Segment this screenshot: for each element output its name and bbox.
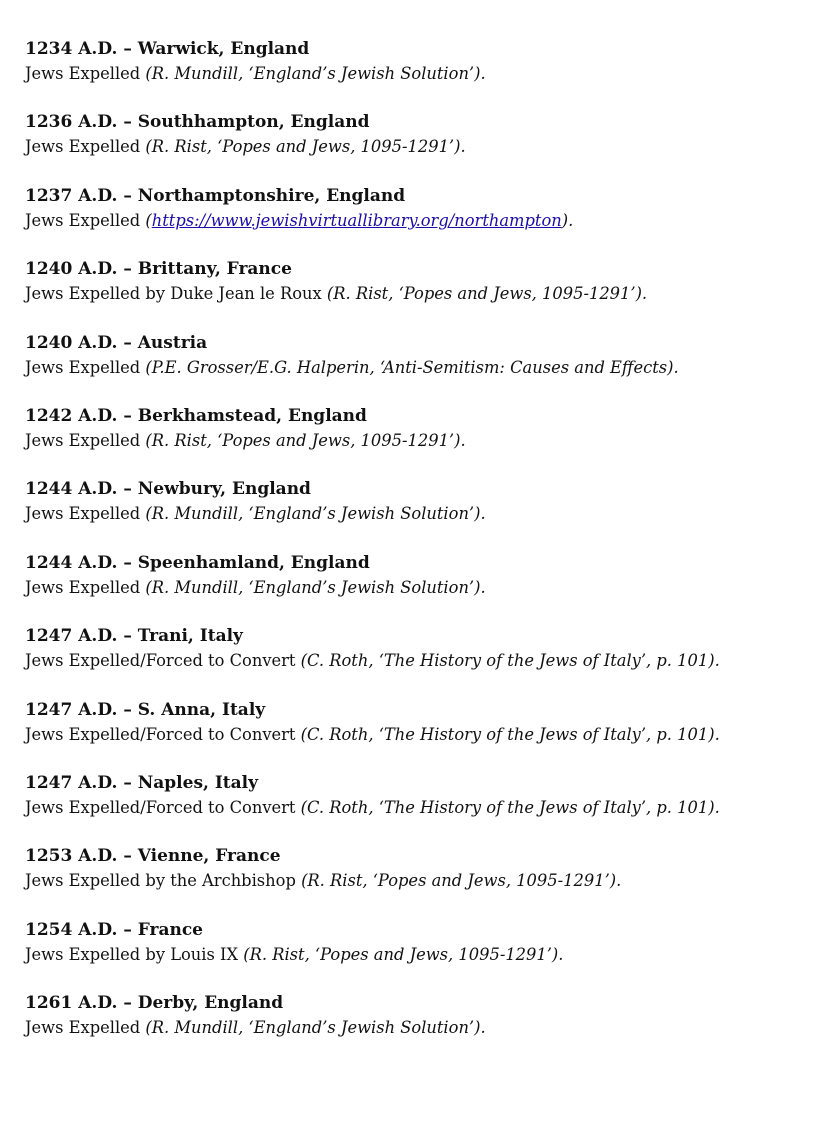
entry-text: Jews Expelled by Louis IX: [25, 944, 239, 964]
entry-1240-austria: [25, 332, 825, 405]
entry-source: (R. Mundill, ‘England’s Jewish Solution’).: [145, 64, 486, 83]
entry-source: (R. Rist, ‘Popes and Jews, 1095-1291’).: [145, 430, 466, 450]
entry-body: [25, 209, 825, 233]
entry-title: 1242 A.D. – Berkhamstead, England: [25, 405, 367, 426]
entry-text: Jews Expelled: [25, 137, 141, 157]
entry-source: (P.E. Grosser/E.G. Halperin, ‘Anti-Semitism: Causes and Effects).: [145, 357, 679, 377]
entry-body: [25, 356, 825, 380]
entry-title: 1244 A.D. – Speenhamland, England: [25, 552, 370, 573]
entry-source: (R. Rist, ‘Popes and Jews, 1095-1291’).: [301, 871, 622, 891]
document-page: [25, 38, 825, 1065]
entry-body: [25, 282, 825, 306]
entry-1240-brittany: [25, 258, 825, 331]
entry-title: 1253 A.D. – Vienne, France: [25, 846, 281, 867]
entry-body: [25, 869, 825, 893]
entry-title: 1236 A.D. – Southhampton, England: [25, 112, 370, 133]
entry-1247-s-anna: [25, 699, 825, 772]
entry-body: [25, 1016, 825, 1040]
entry-1261-derby: [25, 992, 825, 1065]
entry-body: [25, 62, 825, 86]
entry-1244-newbury: [25, 478, 825, 551]
entry-body: [25, 943, 825, 967]
entry-1247-trani: [25, 625, 825, 698]
entry-source: (R. Rist, ‘Popes and Jews, 1095-1291’).: [145, 137, 466, 157]
entry-body: [25, 502, 825, 526]
entry-source: (R. Mundill, ‘England’s Jewish Solution’).: [145, 1018, 486, 1038]
entry-text: Jews Expelled: [25, 357, 141, 377]
entry-1253-vienne: [25, 845, 825, 918]
entry-body: [25, 135, 825, 159]
source-open-paren: (: [145, 210, 152, 230]
entry-text: Jews Expelled/Forced to Convert: [25, 724, 296, 744]
entry-body: [25, 429, 825, 453]
entry-1242-berkhamstead: [25, 405, 825, 478]
entry-text: Jews Expelled: [25, 577, 141, 597]
entry-text: Jews Expelled by the Archbishop: [25, 871, 296, 891]
entry-title: 1237 A.D. – Northamptonshire, England: [25, 185, 406, 206]
entry-text: Jews Expelled by Duke Jean le Roux: [25, 284, 322, 304]
entry-body: [25, 649, 825, 673]
entry-text: Jews Expelled: [25, 1018, 141, 1038]
source-close-paren: ).: [561, 210, 574, 230]
entry-title: 1247 A.D. – Naples, Italy: [25, 772, 259, 793]
entry-text: Jews Expelled: [25, 64, 141, 83]
entry-text: Jews Expelled/Forced to Convert: [25, 797, 296, 817]
entry-1254-france: [25, 919, 825, 992]
entry-title: 1240 A.D. – Austria: [25, 332, 208, 353]
entry-body: [25, 796, 825, 820]
entry-body: [25, 723, 825, 747]
entry-text: Jews Expelled/Forced to Convert: [25, 651, 296, 671]
entry-title: 1234 A.D. – Warwick, England: [25, 39, 310, 59]
entry-title: 1240 A.D. – Brittany, France: [25, 259, 292, 280]
entry-source: (C. Roth, ‘The History of the Jews of Italy’, p. 101).: [300, 724, 720, 744]
entry-title: 1247 A.D. – Trani, Italy: [25, 626, 243, 647]
entry-source: (C. Roth, ‘The History of the Jews of Italy’, p. 101).: [300, 651, 720, 671]
entry-text: Jews Expelled: [25, 504, 141, 524]
entry-source: (R. Mundill, ‘England’s Jewish Solution’).: [145, 577, 486, 597]
entry-title: 1244 A.D. – Newbury, England: [25, 479, 311, 500]
entry-1244-speenhamland: [25, 552, 825, 625]
entry-body: [25, 576, 825, 600]
entry-source: (R. Rist, ‘Popes and Jews, 1095-1291’).: [326, 284, 648, 304]
entry-1237-northamptonshire: [25, 185, 825, 258]
entry-title: 1254 A.D. – France: [25, 919, 204, 940]
entry-title: 1247 A.D. – S. Anna, Italy: [25, 699, 266, 720]
entry-source: (R. Mundill, ‘England’s Jewish Solution’).: [145, 504, 486, 524]
entry-text: Jews Expelled: [25, 210, 141, 230]
entry-title: 1261 A.D. – Derby, England: [25, 993, 284, 1014]
entry-source: (C. Roth, ‘The History of the Jews of Italy’, p. 101).: [300, 797, 720, 817]
entry-source: [145, 211, 573, 230]
entry-1234-warwick: [25, 38, 825, 111]
entry-1236-southhampton: [25, 111, 825, 184]
source-link[interactable]: https://www.jewishvirtuallibrary.org/northampton: [151, 210, 562, 230]
entry-1247-naples: [25, 772, 825, 845]
entry-text: Jews Expelled: [25, 430, 141, 450]
entry-source: (R. Rist, ‘Popes and Jews, 1095-1291’).: [243, 944, 564, 964]
